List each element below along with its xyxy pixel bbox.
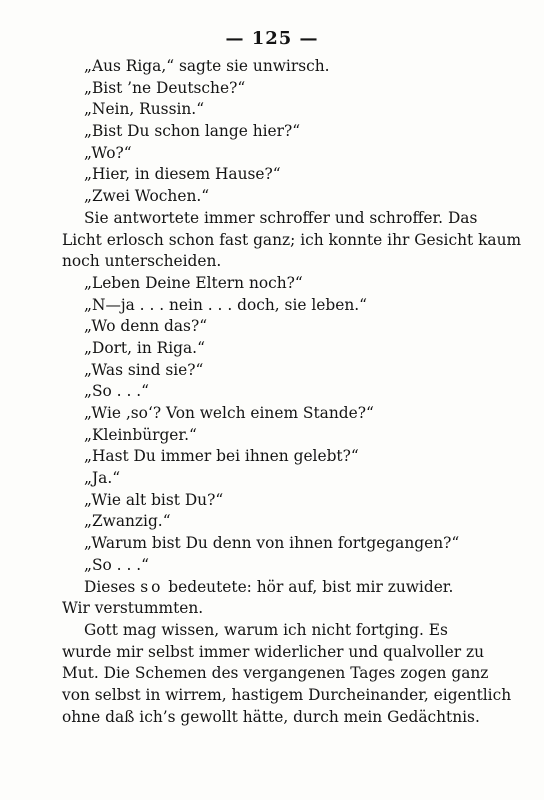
text-line: Mut. Die Schemen des vergangenen Tages zogen ganz [62, 664, 489, 683]
text-line: „So . . .“ [84, 382, 150, 401]
text-line: Sie antwortete immer schroffer und schroffer. Das [84, 208, 478, 227]
text-line: „Wo?“ [84, 143, 132, 162]
text-line: Gott mag wissen, warum ich nicht fortging. Es [84, 620, 448, 639]
text-line: „Zwanzig.“ [84, 512, 171, 531]
text-line: „Bist Du schon lange hier?“ [84, 122, 301, 141]
text-line: „Warum bist Du denn von ihnen fortgegangen?“ [84, 534, 460, 553]
text-line: „Aus Riga,“ sagte sie unwirsch. [84, 57, 330, 75]
text-line: „Dort, in Riga.“ [84, 338, 205, 357]
text-line: „Bist ’ne Deutsche?“ [84, 78, 246, 97]
text-line: „Hast Du immer bei ihnen gelebt?“ [84, 447, 359, 466]
text-line: von selbst in wirrem, hastigem Durcheinander, eigentlich [62, 685, 512, 704]
text-line: „Wie ‚so‘? Von welch einem Stande?“ [84, 404, 374, 422]
text-line: „N—ja . . . nein . . . doch, sie leben.“ [84, 295, 368, 314]
text-word: Dieses [84, 577, 136, 596]
text-line: Licht erlosch schon fast ganz; ich konnte ihr Gesicht kaum [62, 230, 522, 249]
text-line: wurde mir selbst immer widerlicher und qualvoller zu [62, 642, 485, 661]
text-phrase: bedeutete: hör auf, bist mir zuwider. [168, 577, 454, 596]
text-line: „Hier, in diesem Hause?“ [84, 165, 281, 184]
text-line: „Wo denn das?“ [84, 317, 208, 336]
emphasized-word: so [140, 577, 164, 596]
text-line: „Ja.“ [84, 469, 121, 488]
text-line [62, 577, 454, 599]
text-line: „Wie alt bist Du?“ [84, 490, 224, 509]
page-number: — 125 — [225, 28, 319, 49]
text-line: „Kleinbürger.“ [84, 425, 197, 444]
text-line: „Nein, Russin.“ [84, 100, 205, 119]
text-line: „So . . .“ [84, 555, 150, 574]
page-text [62, 56, 522, 728]
text-line: Wir verstummten. [62, 599, 204, 618]
text-line: „Leben Deine Eltern noch?“ [84, 273, 303, 292]
text-line: noch unterscheiden. [62, 252, 222, 271]
text-line: „Was sind sie?“ [84, 360, 204, 379]
text-line: „Zwei Wochen.“ [84, 187, 210, 206]
text-line: ohne daß ich’s gewollt hätte, durch mein Gedächtnis. [62, 707, 480, 726]
